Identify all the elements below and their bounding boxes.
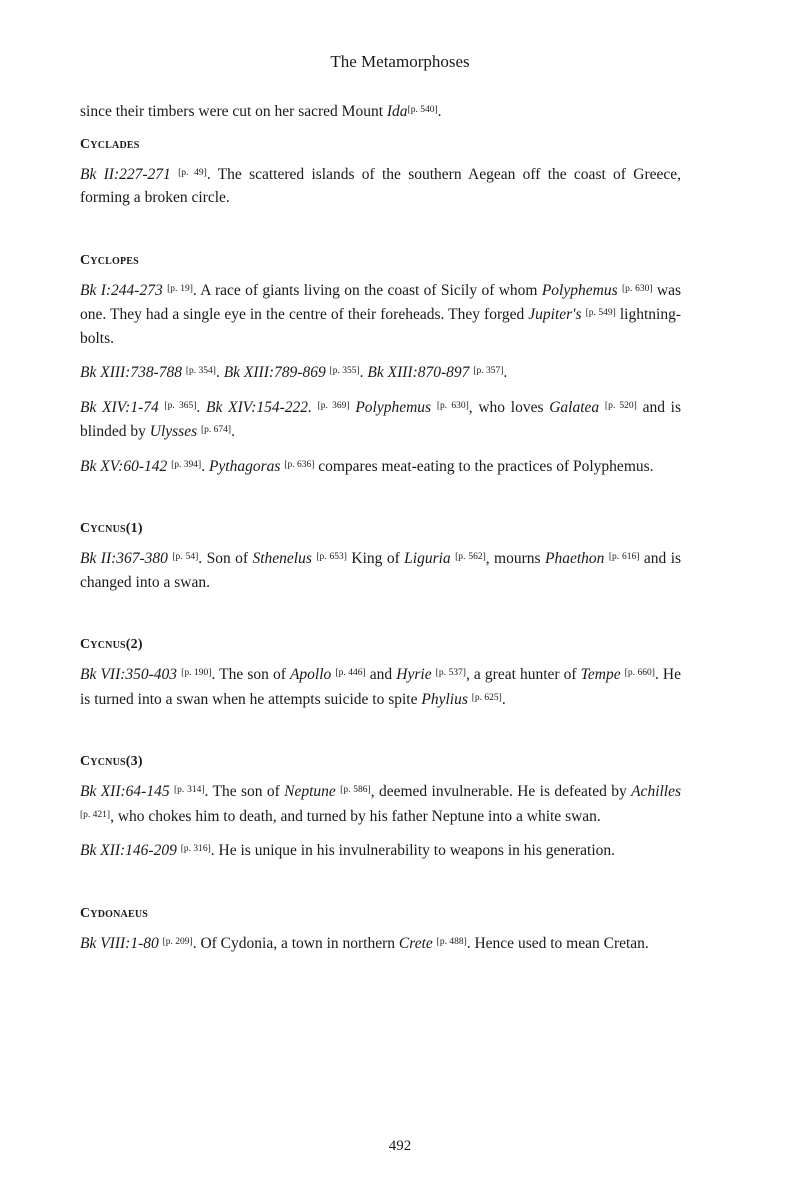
entry-heading: Cycnus(1) xyxy=(80,521,143,536)
body-text: . Hence used to mean Cretan. xyxy=(466,934,649,952)
book-reference: Crete xyxy=(398,934,433,952)
book-reference: Liguria xyxy=(404,550,451,567)
book-reference: Hyrie xyxy=(396,666,432,683)
book-reference: Achilles xyxy=(631,783,682,800)
book-reference: Phaethon xyxy=(545,550,605,567)
book-reference: Bk II:367-380 xyxy=(80,550,168,567)
body-text: . xyxy=(359,364,368,381)
book-reference: Bk XV:60-142 xyxy=(80,457,168,475)
page-number: 492 xyxy=(388,1138,412,1154)
book-reference: Bk XIII:870-897 xyxy=(367,364,470,381)
body-text: , who loves xyxy=(468,398,550,416)
body-text: lightning-bolts. xyxy=(80,306,682,347)
glossary-entry xyxy=(80,634,681,711)
body-text: . xyxy=(196,398,207,416)
entry-heading: Cycnus(2) xyxy=(80,637,143,652)
continuation-paragraph xyxy=(80,99,681,124)
page-reference: [p. 562] xyxy=(455,552,486,562)
body-text: . The son of xyxy=(211,666,290,683)
page-reference: [p. 660] xyxy=(624,668,655,678)
body-text: , who chokes him to death, and turned by his father Neptune into a white swan. xyxy=(110,807,601,825)
body-text: and xyxy=(365,666,397,683)
entry-paragraph xyxy=(80,454,681,479)
book-reference: Bk XIII:738-788 xyxy=(80,364,182,381)
book-reference: Bk XIV:1-74 xyxy=(80,398,159,416)
page-reference: [p. 674] xyxy=(200,425,232,435)
entry-paragraph xyxy=(80,162,681,210)
body-text: and is changed into a swan. xyxy=(80,550,682,591)
page-reference: [p. 549] xyxy=(585,308,616,318)
page-reference: [p. 49] xyxy=(178,167,207,178)
page-reference: [p. 316] xyxy=(180,844,211,854)
entry-paragraph xyxy=(80,546,681,594)
page-reference: [p. 190] xyxy=(181,668,212,678)
page-reference: [p. 625] xyxy=(471,692,502,703)
page-reference: [p. 355] xyxy=(329,366,360,376)
book-reference: Ulysses xyxy=(149,423,198,440)
body-text xyxy=(171,166,178,183)
book-reference: Neptune xyxy=(284,783,336,800)
glossary-entry xyxy=(80,518,681,594)
page-reference: [p. 314] xyxy=(173,785,205,795)
body-text: . The son of xyxy=(204,783,285,800)
body-text: , a great hunter of xyxy=(465,666,581,683)
page-reference: [p. 357] xyxy=(473,366,504,376)
entry-paragraph xyxy=(80,779,681,828)
body-text: was one. They had a single eye in the centre of their foreheads. They forged xyxy=(80,281,681,323)
body-text: and is blinded by xyxy=(80,398,682,440)
page-reference: [p. 520] xyxy=(604,400,637,411)
page-reference: [p. 653] xyxy=(316,552,347,562)
body-text: . xyxy=(201,457,209,475)
page-reference: [p. 636] xyxy=(284,459,315,470)
body-text: . He is turned into a swan when he attempts suicide to spite xyxy=(80,666,682,708)
book-reference: Bk XII:146-209 xyxy=(80,842,177,859)
book-reference: Apollo xyxy=(289,666,332,683)
page-reference: [p. 488] xyxy=(436,936,467,947)
body-text: . xyxy=(501,690,506,708)
page-reference: [p. 369] xyxy=(317,400,350,411)
page-reference: [p. 630] xyxy=(436,400,469,411)
page-reference: [p. 537] xyxy=(435,668,466,678)
book-reference: Bk I:244-273 xyxy=(80,281,163,299)
book-reference: Sthenelus xyxy=(252,550,312,567)
book-reference: Bk XIII:789-869 xyxy=(223,364,326,381)
page-reference: [p. 19] xyxy=(167,283,193,294)
page-reference: [p. 421] xyxy=(80,809,111,820)
book-reference: Galatea xyxy=(549,398,600,416)
page-reference: [p. 354] xyxy=(185,366,216,376)
page-reference: [p. 446] xyxy=(335,668,366,678)
body-text: . He is unique in his invulnerability to weapons in his generation. xyxy=(210,842,616,859)
body-text: , deemed invulnerable. He is defeated by xyxy=(370,783,632,800)
book-reference: Polyphemus xyxy=(355,398,432,416)
page-reference: [p. 54] xyxy=(172,552,199,562)
glossary-entry xyxy=(80,134,681,210)
book-reference: Phylius xyxy=(421,690,468,708)
body-text: . xyxy=(503,364,508,381)
book-reference: Bk VIII:1-80 xyxy=(80,934,159,952)
book-reference: Polyphemus xyxy=(541,281,618,299)
body-text: . The scattered islands of the southern Aegean off the coast of Greece, forming a broken circle. xyxy=(80,165,682,206)
book-reference: Pythagoras xyxy=(208,457,281,475)
body-text: King of xyxy=(346,550,405,567)
entry-paragraph xyxy=(80,278,681,351)
page-reference: [p. 586] xyxy=(340,785,371,795)
page-reference: [p. 209] xyxy=(162,936,193,947)
page-reference: [p. 394] xyxy=(171,459,202,470)
glossary-entries xyxy=(80,134,681,956)
book-reference: Bk XII:64-145 xyxy=(80,783,170,800)
book-reference: Bk VII:350-403 xyxy=(80,666,178,683)
book-reference: Bk II:227-271 xyxy=(80,165,171,183)
body-text: . xyxy=(231,423,235,440)
entry-heading: Cyclopes xyxy=(80,252,139,268)
page-reference: [p. 630] xyxy=(621,283,653,294)
body-text: since their timbers were cut on her sacred Mount xyxy=(80,103,387,120)
page-reference: [p. 365] xyxy=(164,400,197,411)
page-reference: [p. 616] xyxy=(608,552,640,562)
book-reference: Ida xyxy=(386,103,408,120)
body-text: compares meat-eating to the practices of Polyphemus. xyxy=(314,457,654,475)
body-text: . Of Cydonia, a town in northern xyxy=(192,934,399,952)
entry-heading: Cyclades xyxy=(80,136,140,152)
entry-paragraph xyxy=(80,395,681,444)
body-text: , mourns xyxy=(485,550,545,567)
page-reference: [p. 540] xyxy=(407,105,438,115)
body-text: . xyxy=(437,103,442,120)
running-head: The Metamorphoses xyxy=(330,52,470,71)
book-reference: Tempe xyxy=(580,666,621,683)
entry-paragraph xyxy=(80,838,681,863)
book-reference: Bk XIV:154-222. xyxy=(206,398,312,416)
body-text: . A race of giants living on the coast of Sicily of whom xyxy=(192,281,542,299)
glossary-entry xyxy=(80,903,681,956)
entry-paragraph xyxy=(80,662,681,711)
body-text: . Son of xyxy=(198,550,253,567)
body-text: . xyxy=(215,364,224,381)
entry-heading: Cydonaeus xyxy=(80,905,149,921)
glossary-content xyxy=(80,99,681,965)
entry-paragraph xyxy=(80,360,681,385)
entry-heading: Cycnus(3) xyxy=(80,754,143,769)
book-reference: Jupiter's xyxy=(528,306,582,323)
entry-paragraph xyxy=(80,931,681,956)
glossary-entry xyxy=(80,250,681,479)
glossary-entry xyxy=(80,751,681,863)
